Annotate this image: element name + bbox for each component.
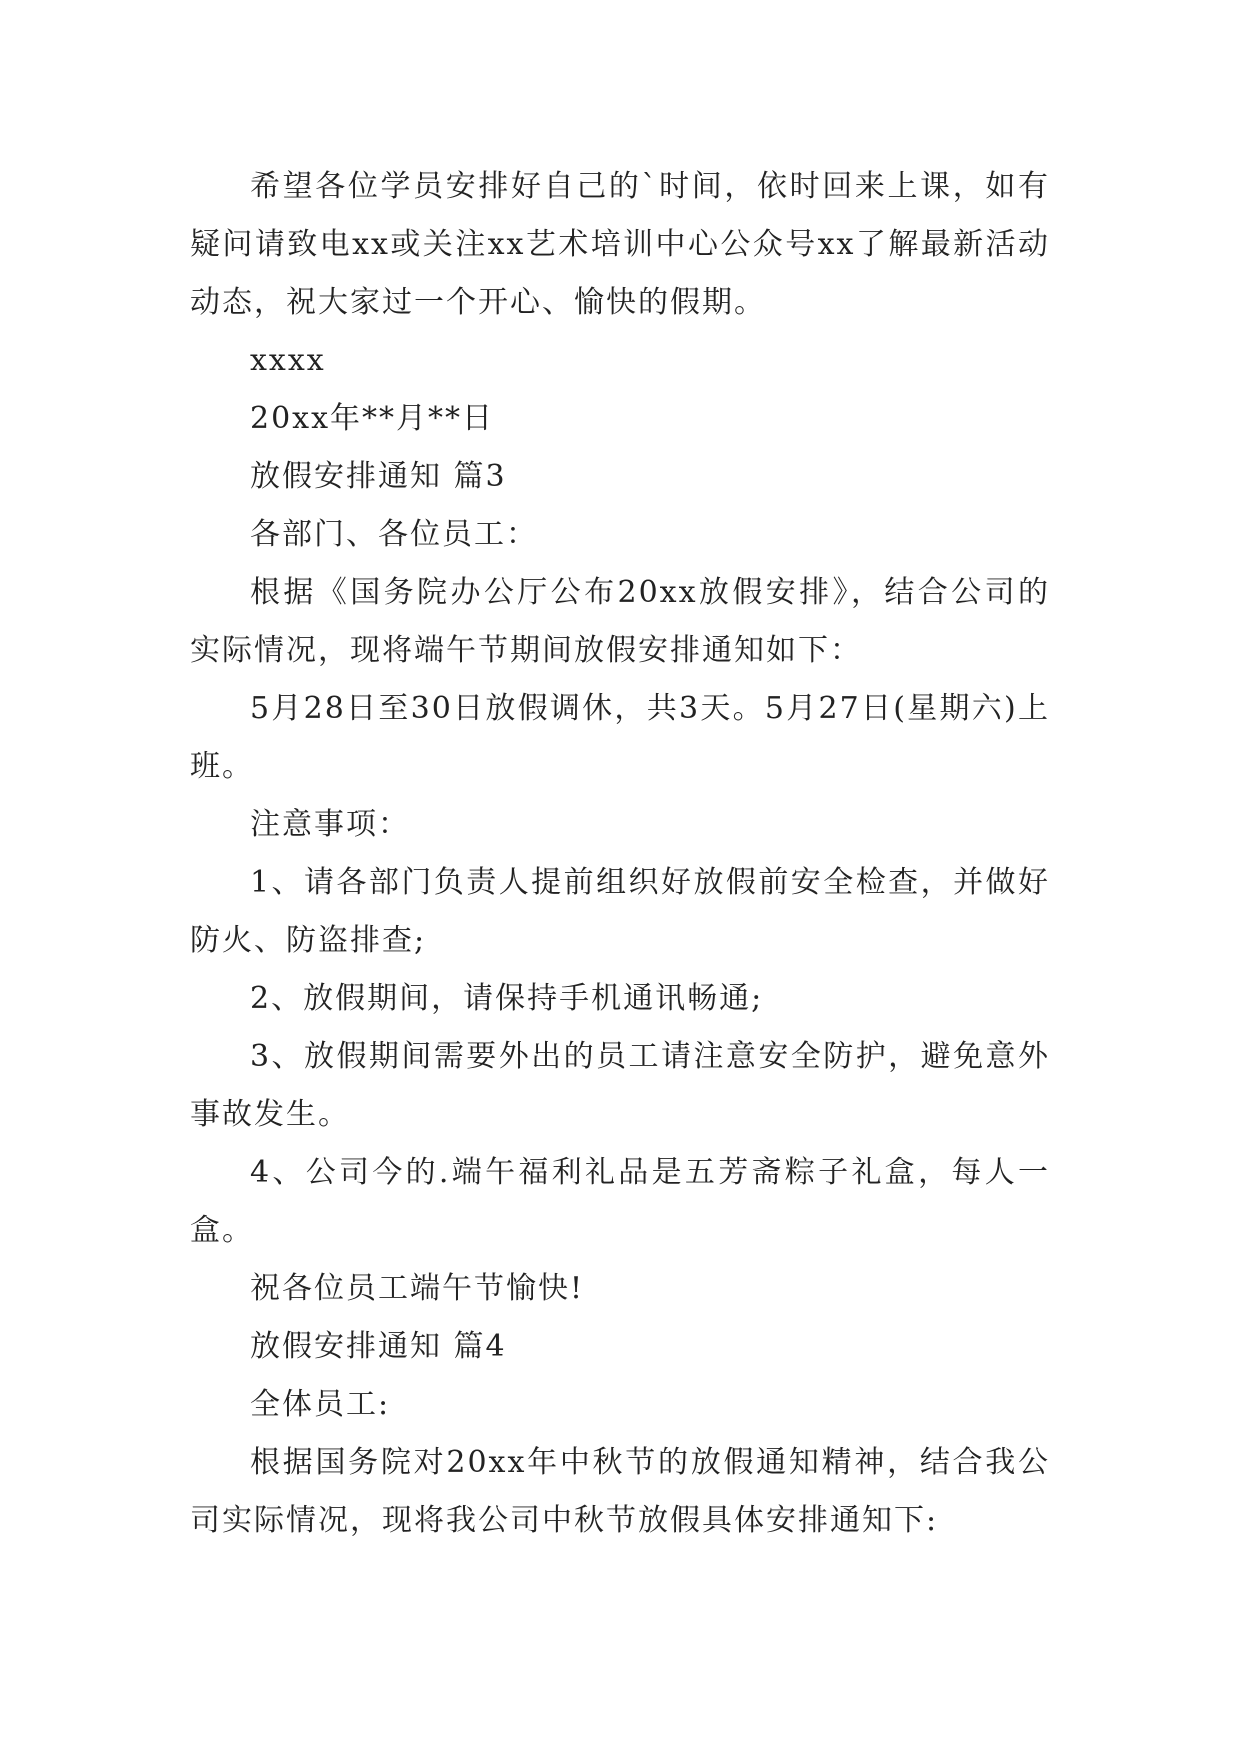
paragraph-salutation-4: 全体员工:	[250, 1387, 391, 1422]
section-heading-3: 放假安排通知 篇3	[250, 459, 507, 494]
paragraph-note-2: 2、放假期间，请保持手机通讯畅通;	[250, 981, 764, 1016]
paragraph-notes-heading: 注意事项：	[250, 807, 410, 842]
paragraph-intro-4: 根据国务院对20xx年中秋节的放假通知精神，结合我公司实际情况，现将我公司中秋节放假具体安排通知下:	[190, 1445, 1050, 1538]
section-heading-4: 放假安排通知 篇4	[250, 1329, 507, 1364]
paragraph-signature: xxxx	[250, 343, 326, 378]
paragraph-intro-3: 根据《国务院办公厅公布20xx放假安排》，结合公司的实际情况，现将端午节期间放假安排通知如下：	[190, 575, 1050, 668]
paragraph-note-3: 3、放假期间需要外出的员工请注意安全防护，避免意外事故发生。	[190, 1039, 1050, 1132]
paragraph-wishes-3: 祝各位员工端午节愉快!	[250, 1271, 585, 1306]
paragraph-date: 20xx年**月**日	[250, 401, 495, 436]
paragraph-note-4: 4、公司今的.端午福利礼品是五芳斋粽子礼盒，每人一盒。	[190, 1155, 1050, 1248]
paragraph-schedule-3: 5月28日至30日放假调休，共3天。5月27日(星期六)上班。	[190, 691, 1050, 784]
paragraph-closing-wishes: 希望各位学员安排好自己的`时间，依时回来上课，如有疑问请致电xx或关注xx艺术培训中心公众号xx了解最新活动动态，祝大家过一个开心、愉快的假期。	[190, 169, 1050, 320]
paragraph-note-1: 1、请各部门负责人提前组织好放假前安全检查，并做好防火、防盗排查;	[190, 865, 1050, 958]
paragraph-salutation-3: 各部门、各位员工：	[250, 517, 538, 552]
document-body	[190, 158, 1050, 1550]
